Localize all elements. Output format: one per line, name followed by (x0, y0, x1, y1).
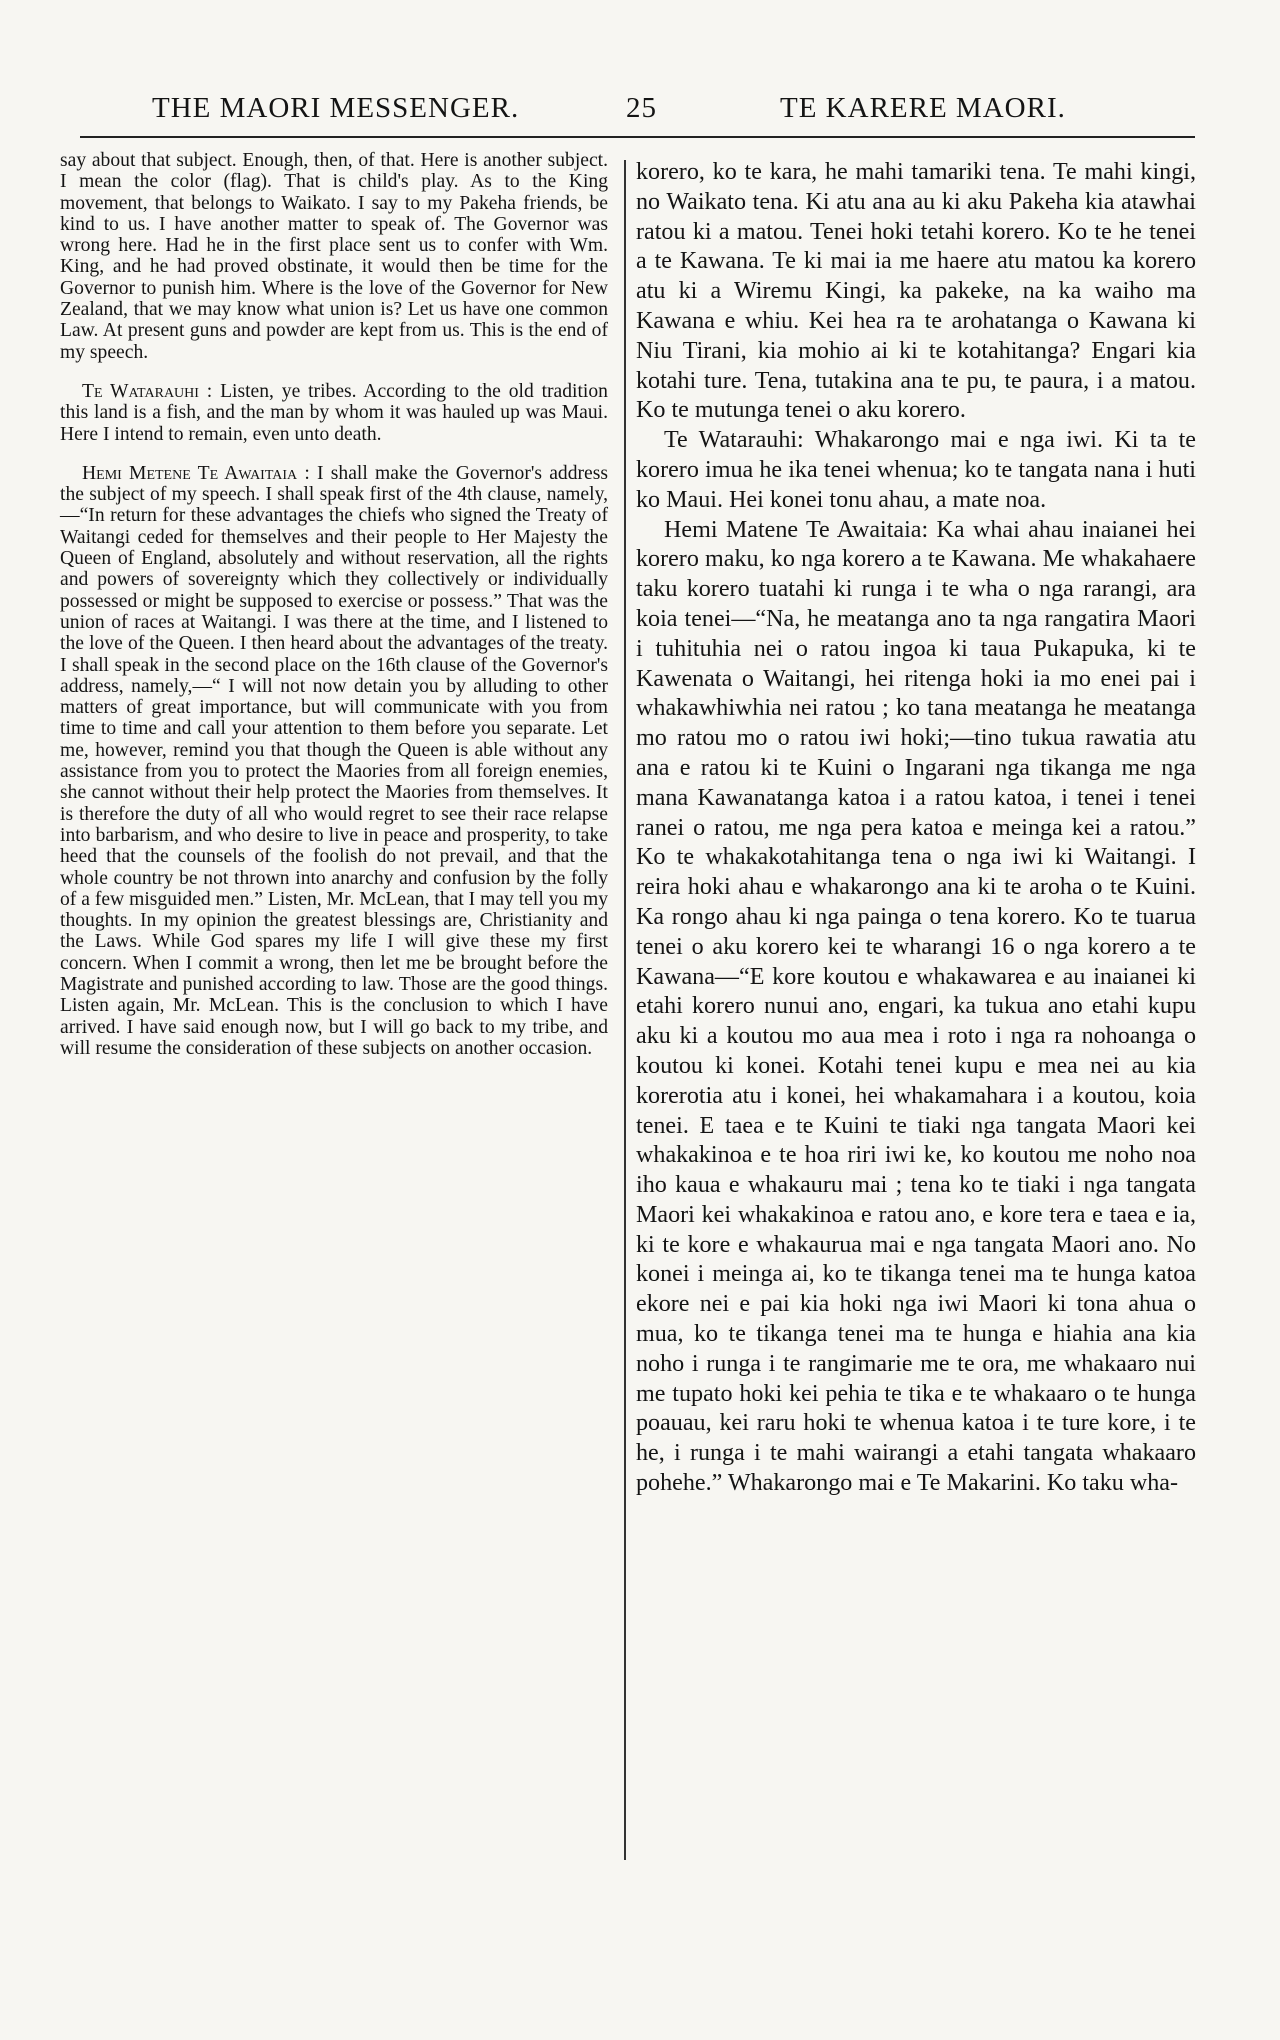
speaker-te-watarauhi: Te Watarauhi : (82, 380, 213, 402)
english-title: THE MAORI MESSENGER. (152, 92, 520, 124)
maori-title: TE KARERE MAORI. (780, 92, 1066, 124)
english-paragraph-3-text: I shall make the Governor's address the subject of my speech. I shall speak first of the 4th clause, namely,—“In return for these advantages the chiefs who signed the Treaty of Waitangi ceded for themselves and their people to Her Majesty the Queen of England, absolutely and without reservation, all the rights and powers of sovereignty which they collectively or individually possessed or might be supposed to exercise or possess.” That was the union of races at Waitangi. I was there at the time, and I listened to the love of the Queen. I then heard about the advantages of the treaty. I shall speak in the second place on the 16th clause of the Governor's address, namely,—“ I will not now detain you by alluding to other matters of great importance, but will communicate with you from time to time and call your attention to them before you separate. Let me, however, remind you that though the Queen is able without any assistance from you to protect the Maories from all foreign enemies, she cannot without their help protect the Maories from themselves. It is therefore the duty of all who would regret to see their race relapse into barbarism, and who desire to live in peace and prosperity, to take heed that the counsels of the foolish do not prevail, and that the whole country be not thrown into anarchy and confusion by the folly of a few misguided men.” Listen, Mr. McLean, that I may tell you my thoughts. In my opinion the greatest blessings are, Christianity and the Laws. While God spares my life I will give these my first concern. When I commit a wrong, then let me be brought before the Magistrate and punished according to law. Those are the good things. Listen again, Mr. McLean. This is the conclusion to which I have arrived. I have said enough now, but I will go back to my tribe, and will resume the consideration of these subjects on another occasion. (60, 462, 608, 1059)
header-rule (80, 136, 1195, 138)
maori-paragraph-2: Te Watarauhi: Whakarongo mai e nga iwi. Ki ta te korero imua he ika tenei whenua; ko te tangata nana i huti ko Maui. Hei konei tonu ahau, a mate noa. (636, 427, 1196, 513)
english-column (60, 150, 608, 1059)
maori-column (636, 158, 1196, 1499)
english-paragraph-2 (60, 381, 608, 445)
running-head (60, 92, 1220, 132)
english-paragraph-1: say about that subject. Enough, then, of that. Here is another subject. I mean the color (flag). That is child's play. As to the King movement, that belongs to Waikato. I say to my Pakeha friends, be kind to us. I have another matter to speak of. The Governor was wrong here. Had he in the first place sent us to confer with Wm. King, and he had proved obstinate, it would then be time for the Governor to punish him. Where is the love of the Governor for New Zealand, that we may know what union is? Let us have one common Law. At present guns and powder are kept from us. This is the end of my speech. (60, 150, 608, 363)
page-number: 25 (626, 92, 657, 124)
english-paragraph-2-text: Listen, ye tribes. According to the old tradition this land is a fish, and the man by whom it was hauled up was Maui. Here I intend to remain, even unto death. (60, 380, 608, 445)
maori-paragraph-3: Hemi Matene Te Awaitaia: Ka whai ahau inaianei hei korero maku, ko nga korero a te Kawana. Me whakahaere taku korero tuatahi ki runga i te wha o nga rarangi, ara koia tenei—“Na, he meatanga ano ta nga rangatira Maori i tuhituhia nei o ratou ingoa ki taua Pukapuka, ki te Kawenata o Waitangi, hei ritenga hoki ia mo enei pai i whakawhiwhia nei ratou ; ko tana meatanga he meatanga mo ratou mo o ratou iwi hoki;—tino tukua rawatia atu ana e ratou ki te Kuini o Ingarani nga tikanga me nga mana Kawanatanga katoa i a ratou katoa, i tenei i tenei ranei o ratou, me nga pera katoa e meinga kei a ratou.” Ko te whakakotahitanga tena o nga iwi ki Waitangi. I reira hoki ahau e whakarongo ana ki te aroha o te Kuini. Ka rongo ahau ki nga painga o tena korero. Ko te tuarua tenei o aku korero kei te wharangi 16 o nga korero a te Kawana—“E kore koutou e whakawarea e au inaianei ki etahi korero nunui ano, engari, ka tukua ano etahi kupu aku ki a koutou mo aua mea i roto i nga ra nohoanga o koutou ki konei. Kotahi tenei kupu e mea nei au kia korerotia atu i konei, hei whakamahara i a koutou, koia tenei. E taea e te Kuini te tiaki nga tangata Maori kei whakakinoa e te hoa riri iwi ke, ko koutou me noho noa iho kaua e whakauru mai ; tena ko te tiaki i nga tangata Maori kei whakakinoa e ratou ano, e kore tera e taea e ia, ki te kore e whakaurua mai e nga tangata Maori ano. No konei i meinga ai, ko te tikanga tenei ma te hunga katoa ekore nei e pai kia hoki nga iwi Maori ki tona ahua o mua, ko te tikanga tenei ma te hunga e hiahia ana kia noho i runga i te rangimarie me te ora, me whakaaro nui me tupato hoki kei pehia te tika e te whakaaro o te hunga poauau, kei raru hoki te whenua katoa i te ture kore, i te he, i runga i te mahi wairangi a etahi tangata whakaaro pohehe.” Whakarongo mai e Te Makarini. Ko taku wha- (636, 516, 1196, 1497)
english-paragraph-3 (60, 463, 608, 1059)
maori-paragraph-1: korero, ko te kara, he mahi tamariki tena. Te mahi kingi, no Waikato tena. Ki atu ana au ki aku Pakeha kia atawhai ratou ki a matou. Tenei hoki tetahi korero. Ko te he tenei a te Kawana. Te ki mai ia me haere atu matou ka korero atu ki a Wiremu Kingi, ka pakeke, na ka waiho ma Kawana e whiu. Kei hea ra te arohatanga o Kawana ki Niu Tirani, kia mohio ai ki te kotahitanga? Engari kia kotahi ture. Tena, tutakina ana te pu, te paura, i a matou. Ko te mutunga tenei o aku korero. (636, 159, 1196, 424)
speaker-hemi-metene: Hemi Metene Te Awaitaia : (82, 462, 310, 484)
column-divider (624, 160, 626, 1860)
